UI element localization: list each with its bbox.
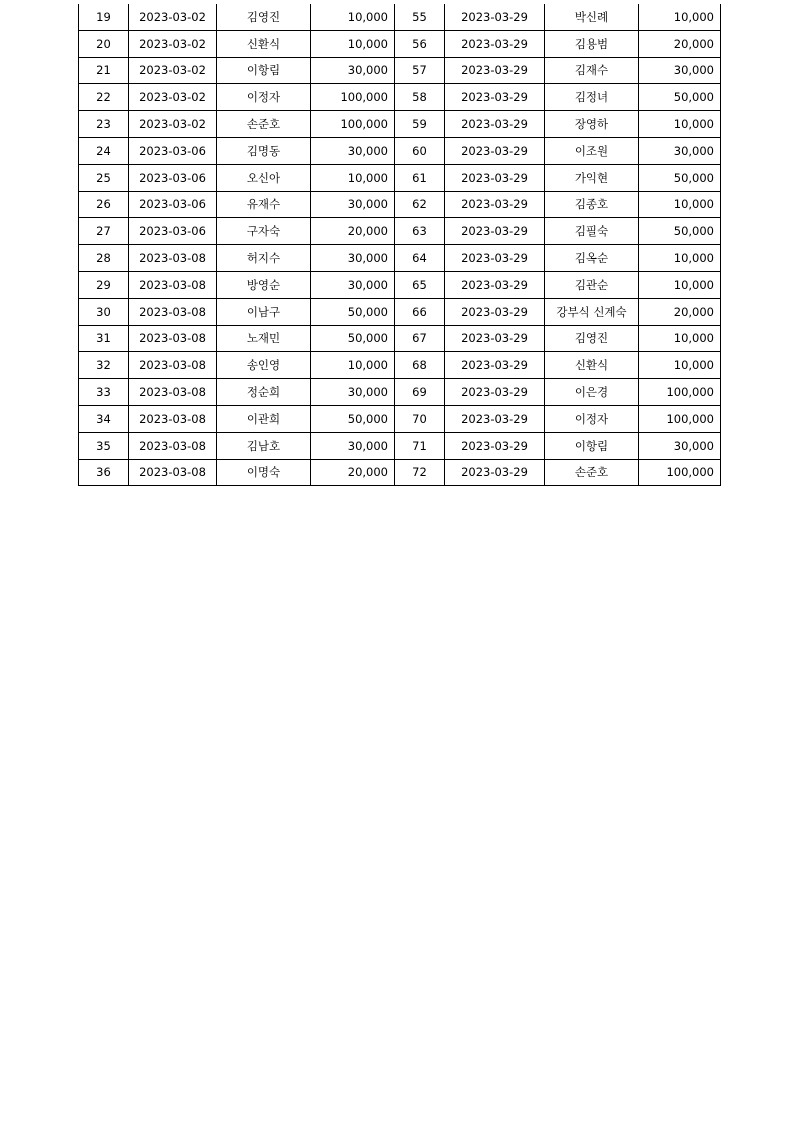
table-row: [79, 57, 721, 84]
left-donation-amount: 30,000: [311, 191, 395, 218]
right-entry-number: 63: [395, 218, 445, 245]
right-entry-number: 71: [395, 432, 445, 459]
right-donor-name: 김필숙: [545, 218, 639, 245]
left-entry-date: 2023-03-08: [129, 325, 217, 352]
right-entry-number: 69: [395, 379, 445, 406]
right-donation-amount: 30,000: [639, 432, 721, 459]
left-donation-amount: 50,000: [311, 325, 395, 352]
right-entry-date: 2023-03-29: [445, 352, 545, 379]
left-donor-name: 김남호: [217, 432, 311, 459]
left-entry-number: 32: [79, 352, 129, 379]
ledger-body: [79, 4, 721, 486]
left-donor-name: 송인영: [217, 352, 311, 379]
right-entry-date: 2023-03-29: [445, 111, 545, 138]
right-entry-date: 2023-03-29: [445, 4, 545, 30]
left-entry-date: 2023-03-08: [129, 298, 217, 325]
left-entry-date: 2023-03-08: [129, 405, 217, 432]
left-donor-name: 이남구: [217, 298, 311, 325]
left-donation-amount: 30,000: [311, 245, 395, 272]
table-row: [79, 84, 721, 111]
right-donation-amount: 50,000: [639, 164, 721, 191]
right-donation-amount: 30,000: [639, 57, 721, 84]
right-entry-number: 72: [395, 459, 445, 486]
right-entry-date: 2023-03-29: [445, 30, 545, 57]
left-entry-date: 2023-03-02: [129, 111, 217, 138]
left-donor-name: 노재민: [217, 325, 311, 352]
table-row: [79, 352, 721, 379]
left-donation-amount: 50,000: [311, 298, 395, 325]
left-entry-number: 35: [79, 432, 129, 459]
left-entry-date: 2023-03-06: [129, 191, 217, 218]
right-donation-amount: 100,000: [639, 405, 721, 432]
left-donor-name: 정순희: [217, 379, 311, 406]
left-donor-name: 이관희: [217, 405, 311, 432]
right-entry-date: 2023-03-29: [445, 405, 545, 432]
left-entry-date: 2023-03-08: [129, 432, 217, 459]
left-entry-number: 27: [79, 218, 129, 245]
table-row: [79, 405, 721, 432]
table-row: [79, 137, 721, 164]
left-donation-amount: 10,000: [311, 4, 395, 30]
right-donor-name: 김재수: [545, 57, 639, 84]
table-row: [79, 111, 721, 138]
right-entry-date: 2023-03-29: [445, 245, 545, 272]
right-entry-date: 2023-03-29: [445, 459, 545, 486]
right-entry-number: 56: [395, 30, 445, 57]
right-donor-name: 신환식: [545, 352, 639, 379]
left-donation-amount: 30,000: [311, 379, 395, 406]
right-donation-amount: 100,000: [639, 379, 721, 406]
left-entry-number: 30: [79, 298, 129, 325]
table-row: [79, 30, 721, 57]
left-entry-date: 2023-03-08: [129, 459, 217, 486]
right-donation-amount: 10,000: [639, 191, 721, 218]
left-donor-name: 김영진: [217, 4, 311, 30]
left-entry-number: 24: [79, 137, 129, 164]
right-donor-name: 김종호: [545, 191, 639, 218]
right-donor-name: 김옥순: [545, 245, 639, 272]
left-donation-amount: 30,000: [311, 271, 395, 298]
right-donation-amount: 20,000: [639, 298, 721, 325]
left-entry-number: 23: [79, 111, 129, 138]
right-entry-number: 58: [395, 84, 445, 111]
table-row: [79, 459, 721, 486]
right-entry-number: 67: [395, 325, 445, 352]
right-entry-number: 68: [395, 352, 445, 379]
right-donor-name: 이정자: [545, 405, 639, 432]
right-entry-date: 2023-03-29: [445, 271, 545, 298]
left-entry-number: 31: [79, 325, 129, 352]
left-entry-date: 2023-03-02: [129, 84, 217, 111]
right-donation-amount: 10,000: [639, 352, 721, 379]
left-donation-amount: 30,000: [311, 137, 395, 164]
right-entry-number: 61: [395, 164, 445, 191]
right-donor-name: 김영진: [545, 325, 639, 352]
left-entry-number: 22: [79, 84, 129, 111]
right-entry-number: 60: [395, 137, 445, 164]
right-entry-number: 70: [395, 405, 445, 432]
left-donor-name: 이명숙: [217, 459, 311, 486]
left-donation-amount: 30,000: [311, 57, 395, 84]
left-donor-name: 이정자: [217, 84, 311, 111]
left-donation-amount: 10,000: [311, 164, 395, 191]
right-donor-name: 장영하: [545, 111, 639, 138]
left-donor-name: 방영순: [217, 271, 311, 298]
right-donation-amount: 50,000: [639, 84, 721, 111]
right-donation-amount: 10,000: [639, 245, 721, 272]
right-donor-name: 김정녀: [545, 84, 639, 111]
left-entry-number: 33: [79, 379, 129, 406]
table-row: [79, 218, 721, 245]
right-donor-name: 강부식 신계숙: [545, 298, 639, 325]
left-entry-number: 29: [79, 271, 129, 298]
right-donor-name: 손준호: [545, 459, 639, 486]
right-donor-name: 이항림: [545, 432, 639, 459]
right-entry-date: 2023-03-29: [445, 137, 545, 164]
right-entry-date: 2023-03-29: [445, 218, 545, 245]
left-entry-date: 2023-03-08: [129, 271, 217, 298]
table-row: [79, 379, 721, 406]
left-donor-name: 이항림: [217, 57, 311, 84]
left-donation-amount: 30,000: [311, 432, 395, 459]
right-donor-name: 박신례: [545, 4, 639, 30]
left-donation-amount: 100,000: [311, 111, 395, 138]
left-entry-number: 34: [79, 405, 129, 432]
left-entry-date: 2023-03-06: [129, 164, 217, 191]
right-entry-number: 66: [395, 298, 445, 325]
left-entry-date: 2023-03-08: [129, 379, 217, 406]
right-donor-name: 김관순: [545, 271, 639, 298]
right-donor-name: 이조원: [545, 137, 639, 164]
right-entry-number: 64: [395, 245, 445, 272]
right-entry-date: 2023-03-29: [445, 298, 545, 325]
left-entry-number: 25: [79, 164, 129, 191]
table-row: [79, 164, 721, 191]
left-donation-amount: 10,000: [311, 30, 395, 57]
left-donor-name: 구자숙: [217, 218, 311, 245]
table-row: [79, 271, 721, 298]
right-donor-name: 이은경: [545, 379, 639, 406]
left-donor-name: 허지수: [217, 245, 311, 272]
right-entry-date: 2023-03-29: [445, 84, 545, 111]
table-row: [79, 245, 721, 272]
right-entry-date: 2023-03-29: [445, 325, 545, 352]
left-entry-date: 2023-03-06: [129, 218, 217, 245]
donation-ledger-table: [78, 4, 721, 486]
left-donor-name: 손준호: [217, 111, 311, 138]
right-donation-amount: 50,000: [639, 218, 721, 245]
right-donor-name: 김용범: [545, 30, 639, 57]
right-entry-number: 62: [395, 191, 445, 218]
left-donation-amount: 50,000: [311, 405, 395, 432]
right-entry-date: 2023-03-29: [445, 191, 545, 218]
right-donation-amount: 100,000: [639, 459, 721, 486]
right-donation-amount: 10,000: [639, 325, 721, 352]
table-row: [79, 4, 721, 30]
left-donor-name: 김명동: [217, 137, 311, 164]
left-entry-date: 2023-03-08: [129, 245, 217, 272]
table-row: [79, 191, 721, 218]
right-donation-amount: 10,000: [639, 4, 721, 30]
left-donation-amount: 20,000: [311, 218, 395, 245]
right-donor-name: 가익현: [545, 164, 639, 191]
left-donor-name: 신환식: [217, 30, 311, 57]
donation-ledger-page: [78, 4, 720, 486]
right-entry-date: 2023-03-29: [445, 432, 545, 459]
right-entry-date: 2023-03-29: [445, 164, 545, 191]
left-entry-date: 2023-03-02: [129, 30, 217, 57]
left-donation-amount: 20,000: [311, 459, 395, 486]
right-donation-amount: 10,000: [639, 111, 721, 138]
table-row: [79, 432, 721, 459]
left-entry-number: 19: [79, 4, 129, 30]
right-entry-number: 57: [395, 57, 445, 84]
left-donation-amount: 100,000: [311, 84, 395, 111]
table-row: [79, 298, 721, 325]
right-entry-number: 59: [395, 111, 445, 138]
right-entry-date: 2023-03-29: [445, 379, 545, 406]
right-entry-number: 55: [395, 4, 445, 30]
left-entry-date: 2023-03-02: [129, 4, 217, 30]
left-entry-date: 2023-03-06: [129, 137, 217, 164]
left-entry-number: 26: [79, 191, 129, 218]
left-entry-date: 2023-03-02: [129, 57, 217, 84]
right-entry-date: 2023-03-29: [445, 57, 545, 84]
left-entry-date: 2023-03-08: [129, 352, 217, 379]
right-donation-amount: 10,000: [639, 271, 721, 298]
left-donation-amount: 10,000: [311, 352, 395, 379]
left-entry-number: 21: [79, 57, 129, 84]
right-entry-number: 65: [395, 271, 445, 298]
left-donor-name: 오신아: [217, 164, 311, 191]
left-entry-number: 28: [79, 245, 129, 272]
left-entry-number: 36: [79, 459, 129, 486]
table-row: [79, 325, 721, 352]
right-donation-amount: 20,000: [639, 30, 721, 57]
left-entry-number: 20: [79, 30, 129, 57]
right-donation-amount: 30,000: [639, 137, 721, 164]
left-donor-name: 유재수: [217, 191, 311, 218]
